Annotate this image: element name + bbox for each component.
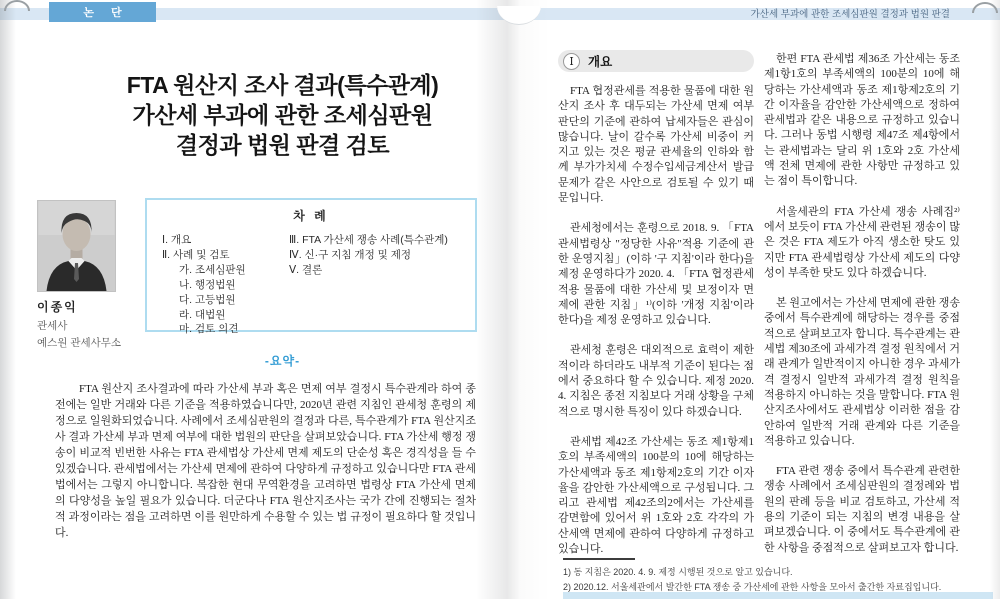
toc-item: 다. 고등법원	[179, 293, 236, 306]
paragraph: 서울세관의 FTA 가산세 쟁송 사례집²⁾에서 보듯이 FTA 가산세 관련된 쟁송이 많은 것은 FTA 제도가 아직 생소한 탓도 있지만 FTA 관세법령상 가산세 제도의 다양성이 부족한 탓도 있다 하겠습니다.	[764, 205, 960, 279]
author-affiliation: 예스원 관세사무소	[37, 337, 122, 349]
title-line: 가산세 부과에 관한 조세심판원	[132, 102, 433, 128]
running-title: 가산세 부과에 관한 조세심판원 결정과 법원 판결	[750, 9, 950, 20]
category-badge: 논 단	[49, 2, 156, 22]
toc-title: 차 례	[293, 209, 329, 223]
body-column-1	[558, 84, 754, 557]
toc-item: Ⅳ. 신·구 지침 개정 및 제정	[289, 248, 411, 261]
page-curl-prev-icon[interactable]	[4, 0, 30, 11]
paragraph: 관세청에서는 훈령으로 2018. 9. 「FTA 관세법령상 "정당한 사유"적용 기준에 관한 운영지침」(이하 '구 지침'이라 한다)을 제정 운영하다가 2020. 4. 「FTA 협정관세 적용 물품에 대한 가산세 및 보정이자 면제에 관한 지침」¹⁾(이하 '개정 지침'이라 한다)을 제정 운영하고 있습니다.	[558, 222, 754, 327]
title-line: 결정과 법원 판결 검토	[175, 132, 390, 158]
footnotes	[563, 565, 995, 595]
footnote: 2) 2020.12. 서울세관에서 발간한 FTA 쟁송 중 가산세에 관한 사항을 모아서 출간한 자료집입니다.	[563, 582, 942, 592]
page-right-edge	[990, 0, 1000, 599]
footer-band	[563, 592, 993, 599]
toc-box	[145, 198, 477, 336]
footnote: 1) 동 지침은 2020. 4. 9. 제정 시행된 것으로 알고 있습니다.	[563, 567, 793, 577]
summary-text: FTA 원산지 조사결과에 따라 가산세 부과 혹은 면제 여부 결정시 특수관계라 하여 종전에는 일반 거래와 다른 기준을 적용하였습니다만, 2020년 관련 지침인 관세청 훈령의 제정으로 일원화되었습니다. 사례에서 조세심판원의 결정과 다른, 특수관계가 FTA 원산지조사 결과 가산세 부과 면제 여부에 대한 법원의 판단을 살펴보았습니다. FTA 가산세 행정 쟁송이 비교적 빈번한 사유는 FTA 관세법상 가산세 면제 제도의 단순성 혹은 경직성을 들 수 있겠습니다. 관세법에서는 가산세 면제에 관하여 다양하게 규정하고 있습니다만 FTA 관세법에서는 그렇지 아니합니다. 복잡한 현대 무역환경을 고려하면 법령상 FTA 가산세 면제의 다양성을 높일 필요가 있습니다. 더군다나 FTA 원산지조사는 국가 간에 진행되는 절차적 과정이라는 점을 고려하면 이를 원만하게 수용할 수 있는 법 규정이 필요하다 할 것입니다.	[55, 383, 476, 539]
toc-item: Ⅲ. FTA 가산세 쟁송 사례(특수관계)	[289, 234, 448, 246]
article-title	[60, 70, 505, 160]
section-number-badge: Ⅰ	[563, 53, 580, 70]
section-title: 개요	[588, 55, 613, 69]
author-name: 이종익	[37, 300, 78, 314]
title-line: FTA 원산지 조사 결과(특수관계)	[126, 72, 439, 98]
paragraph: FTA 관련 쟁송 중에서 특수관계 관련한 쟁송 사례에서 조세심판원의 결정례와 법원의 판례 등을 비교 검토하고, 가산세 적용의 기준이 되는 지침의 변경 내용을 살펴보겠습니다. 이 중에서도 특수관계에 관한 사항을 중점적으로 살펴보고자 합니다.	[764, 465, 960, 554]
summary-label: -요약-	[264, 354, 301, 368]
author-block	[37, 200, 141, 350]
toc-list-right	[289, 233, 474, 278]
toc-item: 마. 검토 의견	[179, 323, 239, 336]
toc-item: Ⅴ. 결론	[289, 263, 323, 276]
paragraph: 관세청 훈령은 대외적으로 효력이 제한적이라 하더라도 내부적 기준이 된다는 점에서 중요하다 할 수 있습니다. 제정 2020. 4. 지침은 종전 지침보다 거래 상황을 구체적으로 명시한 특징이 있다 하겠습니다.	[558, 344, 754, 418]
paragraph: 한편 FTA 관세법 제36조 가산세는 동조 제1항1호의 부족세액의 100분의 10에 해당하는 가산세액과 동조 제1항제2호의 기간 이자율을 감안한 가산세액으로 정하여 관세법과 같은 내용으로 규정하고 있습니다. 그러나 동법 시행령 제47조 제4항에서는 관세법과는 달리 위 1호와 2호 가산세액 전체 면제에 관한 사항만 규정하고 있는 점이 특이합니다.	[764, 53, 960, 188]
footnote-rule	[563, 558, 635, 560]
page-left-edge	[0, 0, 16, 599]
binding-top-curl	[497, 6, 541, 25]
section-heading	[558, 50, 754, 72]
body-column-2	[764, 52, 960, 556]
toc-item: 라. 대법원	[179, 308, 226, 321]
toc-item: Ⅰ. 개요	[162, 234, 192, 246]
page-curl-next-icon[interactable]	[972, 2, 998, 13]
paragraph: FTA 협정관세를 적용한 물품에 대한 원산지 조사 후 대두되는 가산세 면제 여부 판단의 기준에 관하여 납세자들은 관심이 많습니다. 날이 갈수록 가산세 비중이 커지고 있는 것은 평균 관세율의 인하와 함께 부가가치세 수정수입세금계산서 발급 문제가 같은 사안으로 검토될 수 있기 때문입니다.	[558, 85, 754, 205]
author-role: 관세사	[37, 320, 68, 332]
toc-item: 나. 행정법원	[179, 278, 236, 291]
toc-item: Ⅱ. 사례 및 검토	[162, 248, 230, 261]
paragraph: 본 원고에서는 가산세 면제에 관한 쟁송 중에서 특수관계에 해당하는 경우를 중점적으로 살펴보고자 합니다. 특수관계는 관세법 제30조에 과세가격 결정 원칙에서 거래 관계가 일반적이지 아니한 경우 과세가격 결정시 일반적 과세가격 결정 원칙을 적용하지 아니하는 것을 말합니다. FTA 원산지조사에서도 관세법상 이러한 점을 감안하여 일반적 거래 관계와 다른 기준을 적용하고 있습니다.	[764, 297, 960, 447]
author-photo	[37, 200, 116, 292]
toc-item: 가. 조세심판원	[179, 263, 246, 276]
toc-list-left	[162, 233, 287, 337]
paragraph: 관세법 제42조 가산세는 동조 제1항제1호의 부족세액의 100분의 10에 해당하는 가산세액과 동조 제1항제2호의 기간 이자율을 감안한 가산세액으로 구성됩니다. 그리고 관세법 제42조의2에서는 가산세를 감면함에 있어서 위 1호와 2호 각각의 가산세액 면제에 관하여 다양하게 규정하고 있습니다.	[558, 435, 754, 556]
